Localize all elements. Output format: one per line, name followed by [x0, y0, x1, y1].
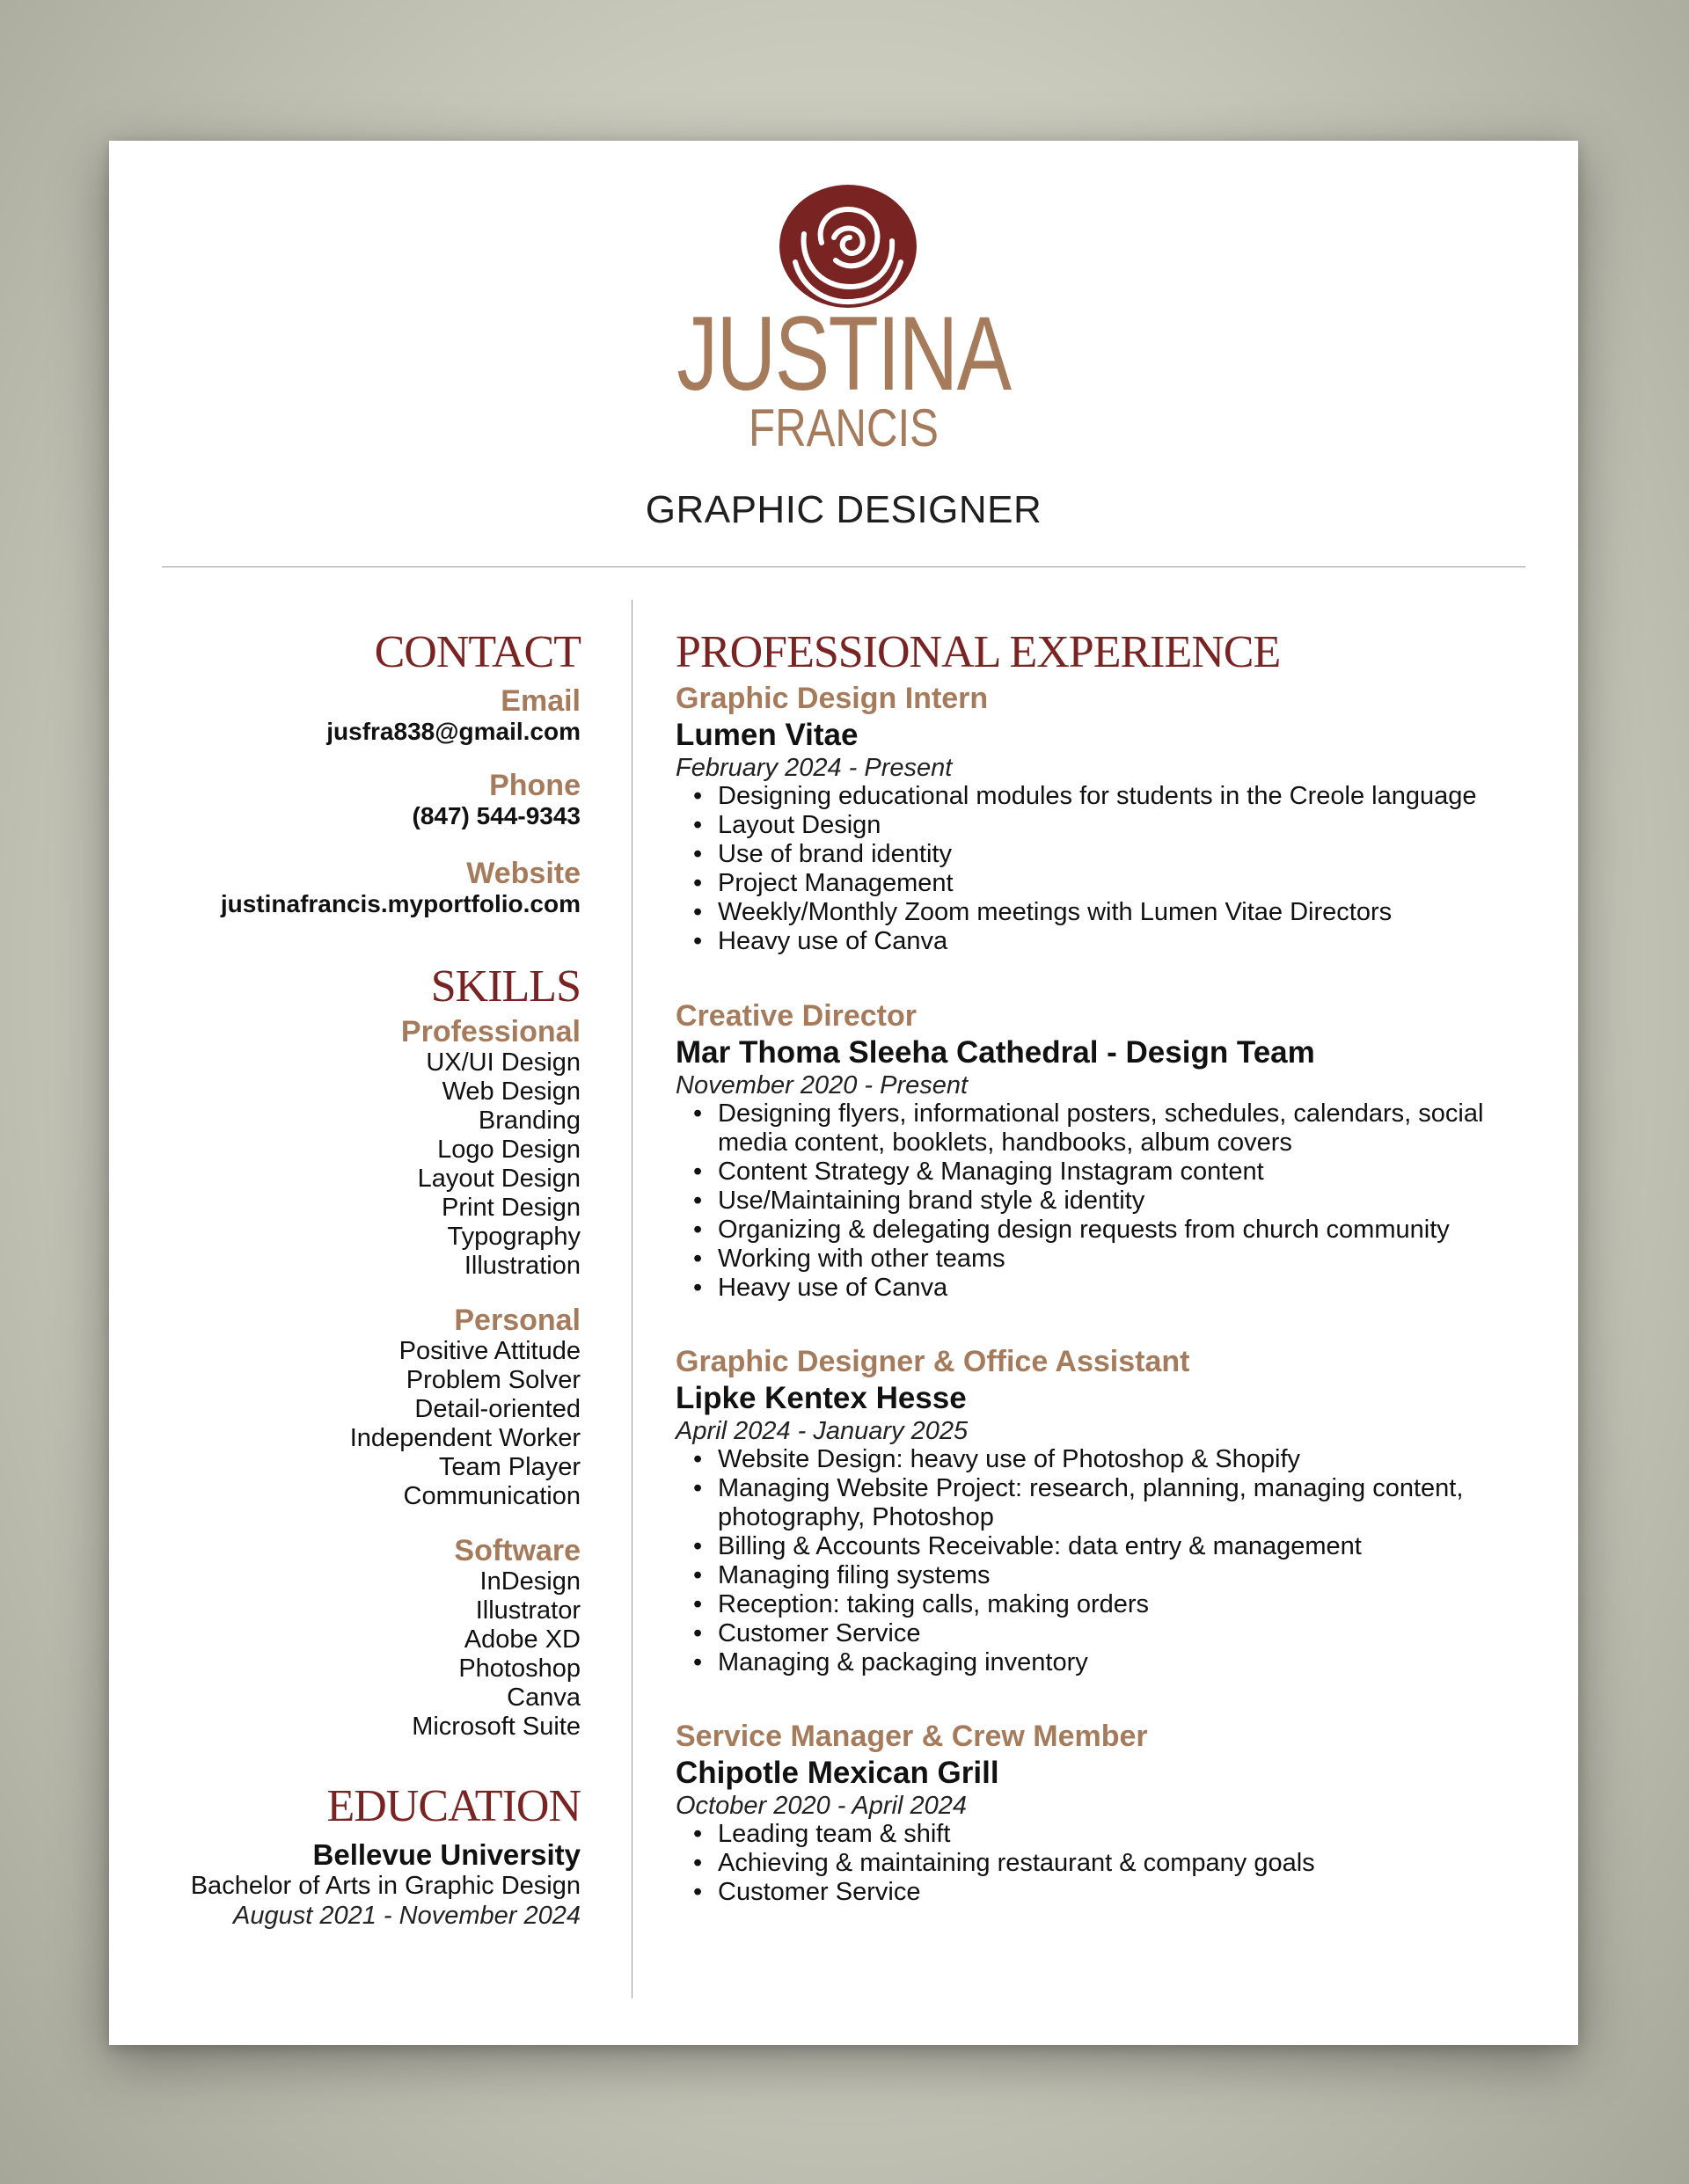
job-entry — [676, 998, 1520, 1303]
list-item: • Use of brand identity — [718, 840, 1520, 869]
education-degree: Bachelor of Arts in Graphic Design — [190, 1872, 581, 1900]
list-item: Branding — [478, 1107, 581, 1135]
first-name: JUSTINA — [676, 295, 1011, 413]
list-item: • Use/Maintaining brand style & identity — [718, 1187, 1520, 1216]
list-item: • Weekly/Monthly Zoom meetings with Lumen Vitae Directors — [718, 898, 1520, 927]
list-item: Illustration — [464, 1252, 581, 1280]
list-item: Problem Solver — [406, 1366, 581, 1394]
list-item: Layout Design — [417, 1165, 581, 1193]
website-label: Website — [466, 857, 581, 890]
job-dates: October 2020 - April 2024 — [676, 1792, 968, 1820]
list-item: Illustrator — [475, 1596, 581, 1625]
last-name: FRANCIS — [749, 398, 939, 457]
job-entry — [676, 681, 1520, 956]
software-skills-label: Software — [454, 1534, 581, 1567]
phone-label: Phone — [489, 769, 581, 802]
job-organization: Lumen Vitae — [676, 718, 859, 752]
job-entry — [676, 1719, 1520, 1907]
list-item: • Customer Service — [718, 1619, 1520, 1648]
list-item: Team Player — [438, 1453, 581, 1481]
job-dates: April 2024 - January 2025 — [676, 1417, 969, 1445]
list-item: • Layout Design — [718, 811, 1520, 840]
list-item: • Designing flyers, informational posters, schedules, calendars, social media content, booklets, handbooks, album covers — [718, 1099, 1520, 1158]
list-item: Adobe XD — [464, 1625, 581, 1654]
education-dates: August 2021 - November 2024 — [233, 1902, 581, 1930]
personal-skills-list — [350, 1337, 581, 1511]
list-item: Typography — [447, 1223, 581, 1251]
resume-page — [109, 141, 1578, 2045]
job-role: Graphic Design Intern — [676, 682, 989, 715]
list-item: • Achieving & maintaining restaurant & company goals — [718, 1849, 1520, 1878]
list-item: Positive Attitude — [398, 1337, 581, 1365]
email-value[interactable]: jusfra838@gmail.com — [326, 718, 581, 745]
email-label: Email — [501, 684, 581, 718]
job-bullets — [676, 1099, 1520, 1303]
job-title: GRAPHIC DESIGNER — [645, 488, 1042, 531]
list-item: UX/UI Design — [426, 1048, 581, 1077]
job-bullets — [676, 1445, 1520, 1677]
job-role: Service Manager & Crew Member — [676, 1720, 1148, 1753]
skills-heading: SKILLS — [430, 961, 581, 1012]
software-skills-list — [412, 1567, 581, 1742]
list-item: • Managing & packaging inventory — [718, 1648, 1520, 1677]
list-item: • Website Design: heavy use of Photoshop & Shopify — [718, 1445, 1520, 1474]
job-organization: Lipke Kentex Hesse — [676, 1381, 967, 1415]
contact-heading: CONTACT — [374, 627, 581, 677]
professional-skills-label: Professional — [400, 1015, 581, 1048]
experience-heading: PROFESSIONAL EXPERIENCE — [676, 627, 1281, 677]
job-role: Creative Director — [676, 999, 918, 1033]
list-item: Microsoft Suite — [412, 1713, 581, 1741]
phone-value[interactable]: (847) 544-9343 — [412, 802, 581, 829]
list-item: • Designing educational modules for students in the Creole language — [718, 782, 1520, 811]
list-item: • Reception: taking calls, making orders — [718, 1590, 1520, 1619]
list-item: • Managing filing systems — [718, 1561, 1520, 1590]
list-item: • Billing & Accounts Receivable: data entry & management — [718, 1532, 1520, 1561]
job-dates: February 2024 - Present — [676, 754, 953, 782]
header-divider — [162, 566, 1525, 567]
list-item: Logo Design — [437, 1136, 581, 1164]
list-item: Web Design — [442, 1077, 581, 1106]
job-organization: Mar Thoma Sleeha Cathedral - Design Team — [676, 1035, 1315, 1070]
education-school: Bellevue University — [312, 1838, 581, 1871]
list-item: • Managing Website Project: research, planning, managing content, photography, Photoshop — [718, 1474, 1520, 1532]
list-item: • Organizing & delegating design requests from church community — [718, 1216, 1520, 1245]
education-heading: EDUCATION — [326, 1781, 581, 1831]
personal-skills-label: Personal — [454, 1304, 581, 1337]
job-bullets — [676, 1820, 1520, 1907]
job-dates: November 2020 - Present — [676, 1071, 969, 1099]
job-role: Graphic Designer & Office Assistant — [676, 1345, 1190, 1378]
website-value[interactable]: justinafrancis.myportfolio.com — [220, 890, 581, 917]
list-item: • Heavy use of Canva — [718, 1274, 1520, 1303]
job-entry — [676, 1344, 1520, 1677]
list-item: • Customer Service — [718, 1878, 1520, 1907]
list-item: • Working with other teams — [718, 1245, 1520, 1274]
job-bullets — [676, 782, 1520, 956]
list-item: Communication — [403, 1482, 581, 1510]
professional-skills-list — [418, 1048, 581, 1281]
list-item: Canva — [507, 1684, 581, 1712]
list-item: • Leading team & shift — [718, 1820, 1520, 1849]
job-organization: Chipotle Mexican Grill — [676, 1756, 999, 1790]
list-item: InDesign — [479, 1567, 581, 1596]
list-item: Detail-oriented — [414, 1395, 581, 1423]
list-item: • Content Strategy & Managing Instagram content — [718, 1158, 1520, 1187]
list-item: • Heavy use of Canva — [718, 927, 1520, 956]
rose-icon — [778, 183, 918, 310]
list-item: Print Design — [442, 1194, 581, 1222]
list-item: Photoshop — [458, 1654, 581, 1683]
list-item: Independent Worker — [349, 1424, 581, 1452]
list-item: • Project Management — [718, 869, 1520, 898]
